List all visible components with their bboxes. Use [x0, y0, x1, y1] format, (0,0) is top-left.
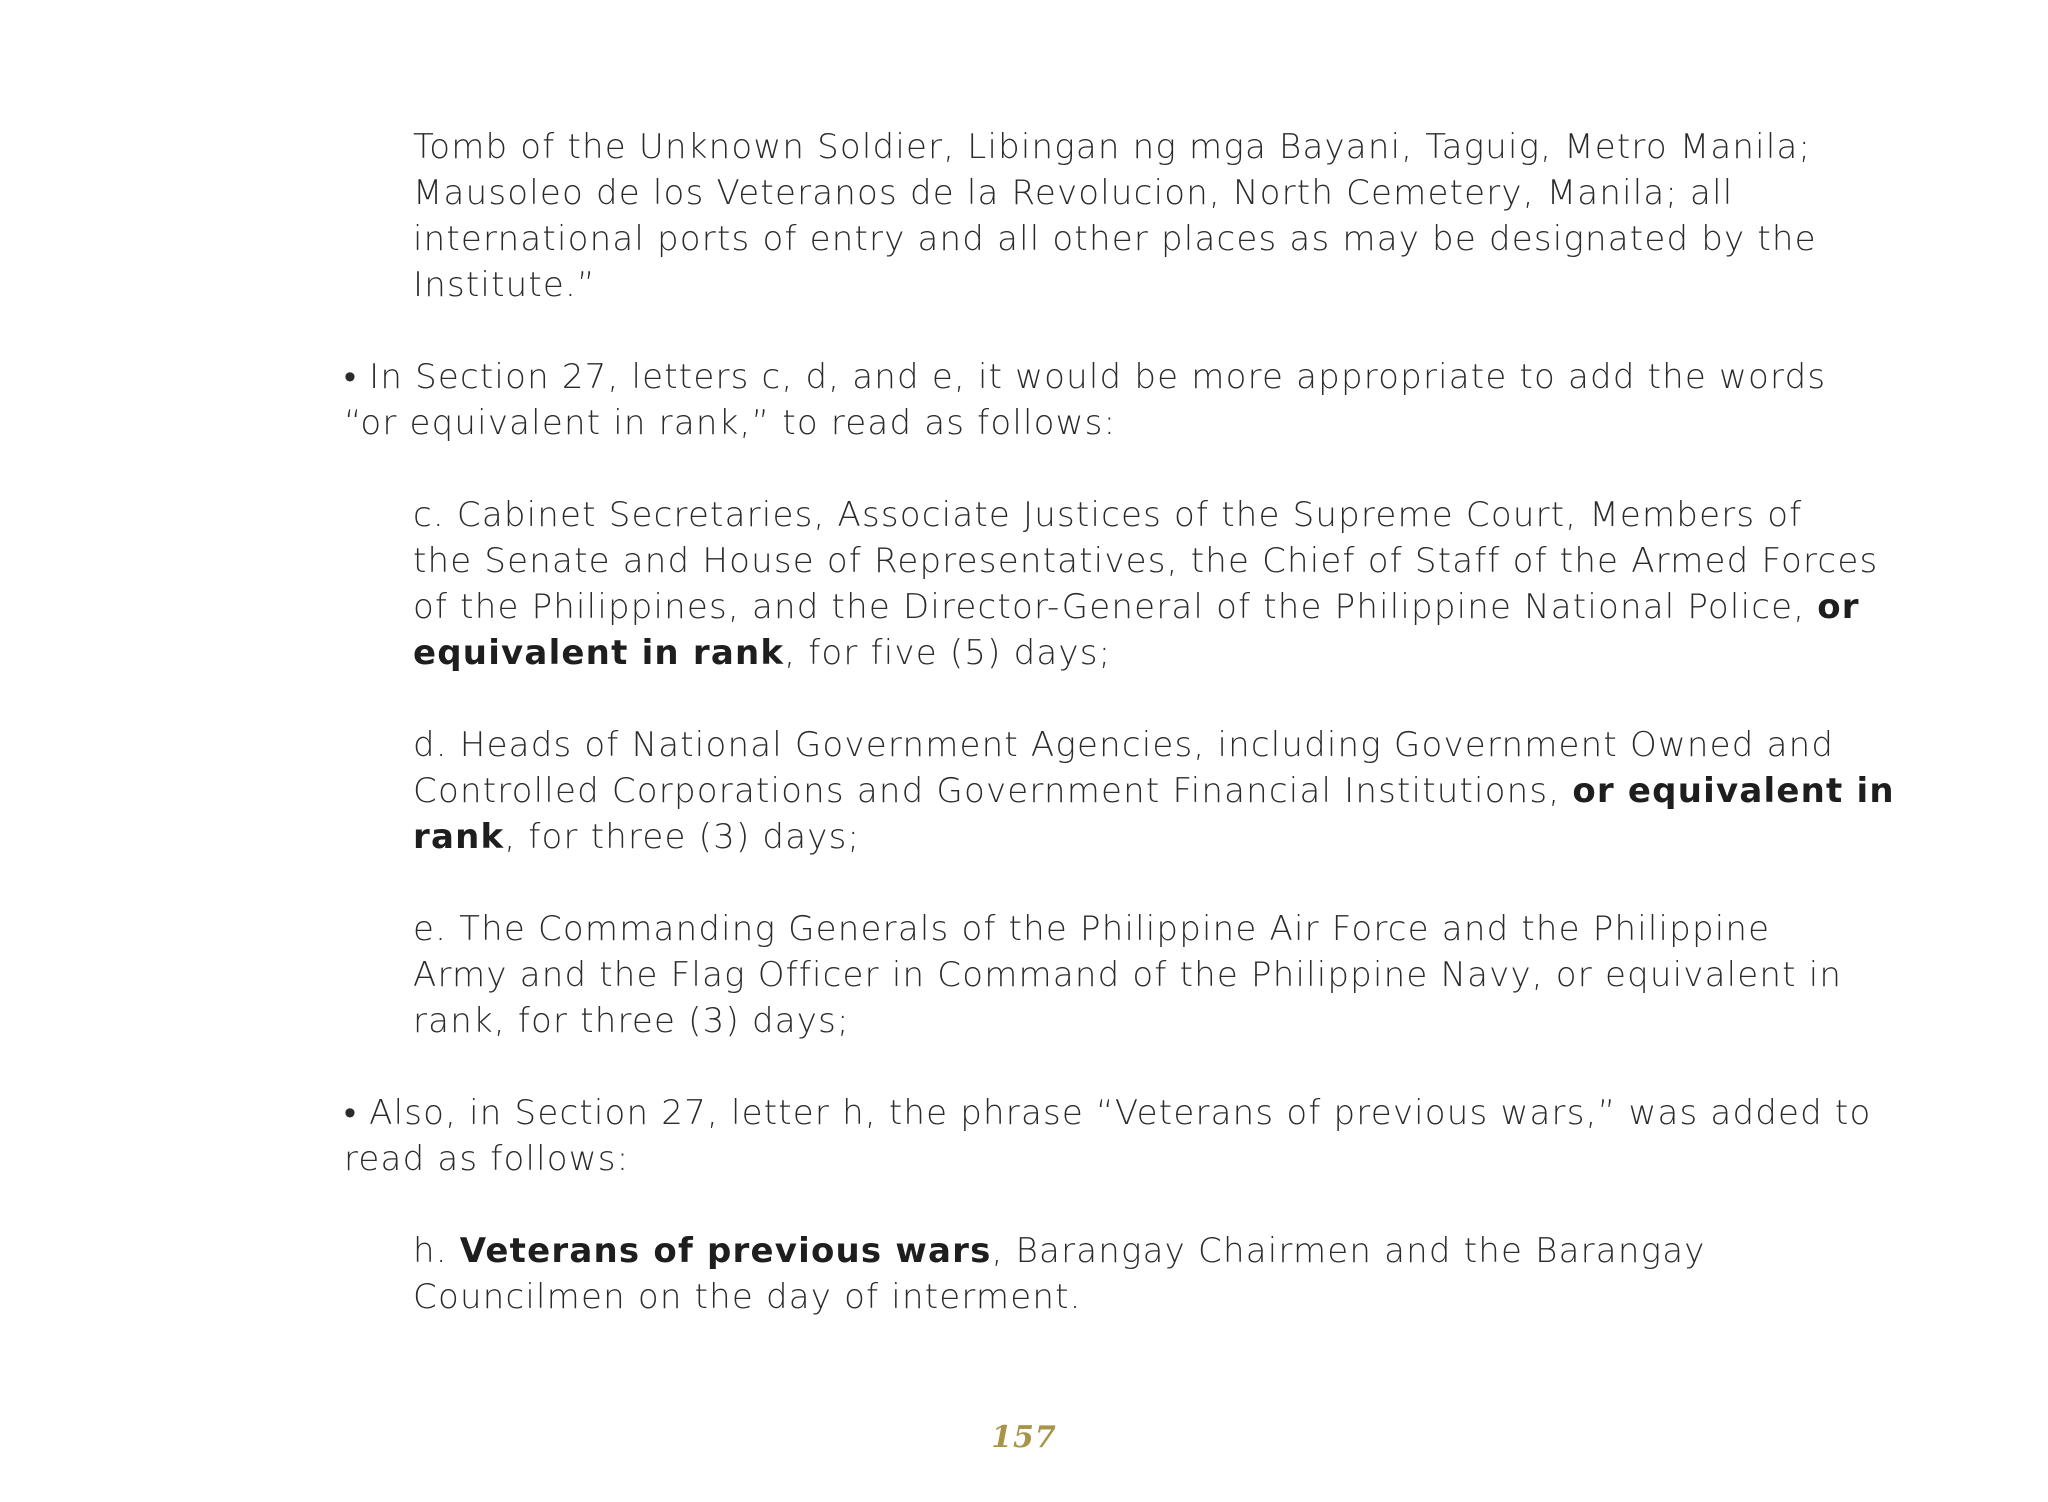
item-d-bold-text: or equivalent in: [1572, 771, 1895, 811]
item-c-line: c. Cabinet Secretaries, Associate Justices of the Supreme Court, Members of: [413, 495, 1803, 535]
paragraph-gap: [344, 446, 1944, 492]
item-h-line: Councilmen on the day of interment.: [413, 1277, 1082, 1317]
item-d-line: d. Heads of National Government Agencies, including Government Owned and: [413, 725, 1835, 765]
page-body: [344, 124, 1944, 1320]
item-d-paragraph: [344, 722, 1944, 860]
item-c-line: the Senate and House of Representatives, the Chief of Staff of the Armed Forces: [413, 541, 1879, 581]
item-d-bold-text: rank: [413, 817, 505, 857]
paragraph-gap: [344, 1182, 1944, 1228]
item-h-paragraph: [344, 1228, 1944, 1320]
item-d-text: , for three (3) days;: [504, 817, 861, 857]
bullet-line: • Also, in Section 27, letter h, the phrase “Veterans of previous wars,” was added to: [344, 1093, 1872, 1133]
item-e-line: rank, for three (3) days;: [413, 1001, 850, 1041]
quote-paragraph: [344, 124, 1944, 308]
item-e-paragraph: [344, 906, 1944, 1044]
bullet-paragraph-section-27-cde: [344, 354, 1944, 446]
item-c-bold-text: equivalent in rank: [413, 633, 785, 673]
bullet-line: “or equivalent in rank,” to read as follows:: [344, 403, 1117, 443]
paragraph-gap: [344, 308, 1944, 354]
quote-line: Tomb of the Unknown Soldier, Libingan ng mga Bayani, Taguig, Metro Manila;: [413, 127, 1812, 167]
bullet-paragraph-section-27-h: [344, 1090, 1944, 1182]
item-h-prefix: h.: [413, 1231, 460, 1271]
item-d-text: Controlled Corporations and Government Financial Institutions,: [413, 771, 1573, 811]
item-c-text: of the Philippines, and the Director-General of the Philippine National Police,: [413, 587, 1818, 627]
item-c-paragraph: [344, 492, 1944, 676]
page-number: 157: [991, 1420, 1057, 1455]
paragraph-gap: [344, 676, 1944, 722]
item-c-line: [413, 630, 1944, 676]
paragraph-gap: [344, 1044, 1944, 1090]
quote-line: Institute.”: [413, 265, 596, 305]
quote-line: international ports of entry and all other places as may be designated by the: [413, 219, 1817, 259]
item-e-line: e. The Commanding Generals of the Philippine Air Force and the Philippine: [413, 909, 1771, 949]
item-h-bold-text: Veterans of previous wars: [459, 1231, 992, 1271]
bullet-line: read as follows:: [344, 1139, 630, 1179]
item-h-line: [413, 1228, 1944, 1274]
quote-line: Mausoleo de los Veteranos de la Revolucion, North Cemetery, Manila; all: [413, 173, 1734, 213]
item-c-bold-text: or: [1817, 587, 1860, 627]
item-d-line: [413, 768, 1944, 814]
item-c-text: , for five (5) days;: [784, 633, 1112, 673]
bullet-line: • In Section 27, letters c, d, and e, it would be more appropriate to add the words: [344, 357, 1827, 397]
item-d-line: [413, 814, 1944, 860]
item-e-line: Army and the Flag Officer in Command of the Philippine Navy, or equivalent in: [413, 955, 1843, 995]
item-c-line: [413, 584, 1944, 630]
item-h-text: , Barangay Chairmen and the Barangay: [991, 1231, 1706, 1271]
paragraph-gap: [344, 860, 1944, 906]
